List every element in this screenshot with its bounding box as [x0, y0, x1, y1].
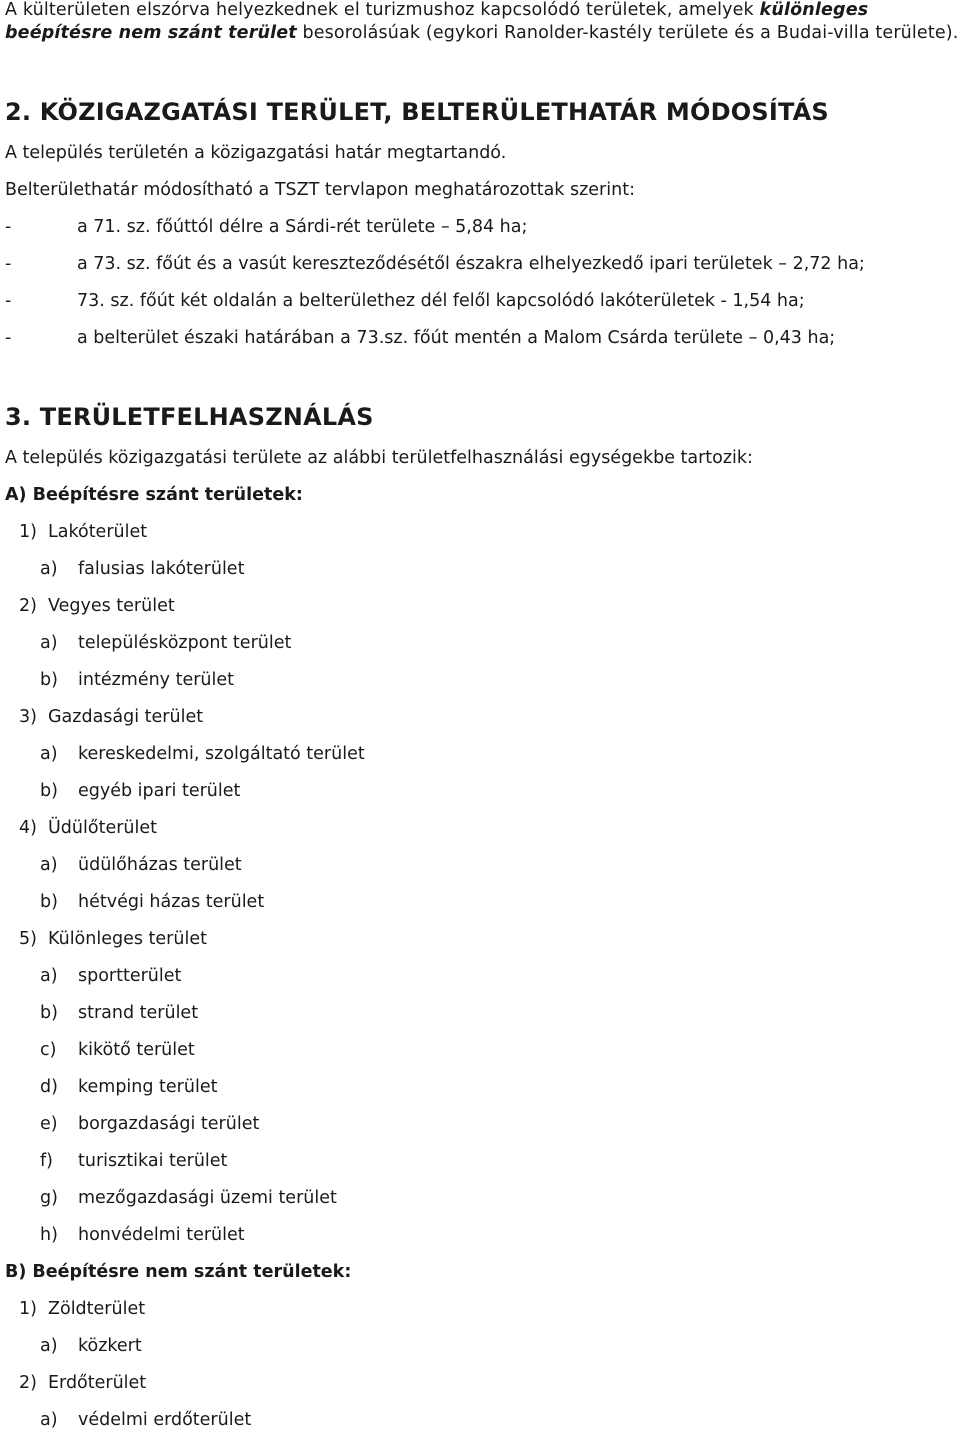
letter-marker: a) [40, 744, 58, 764]
subcategory-text: kikötő terület [78, 1040, 195, 1060]
subcategory-text: turisztikai terület [78, 1151, 228, 1171]
list-item-text: a 71. sz. főúttól délre a Sárdi-rét területe – 5,84 ha; [77, 217, 528, 237]
letter-marker: a) [40, 1336, 58, 1356]
list-item-text: 73. sz. főút két oldalán a belterülethez dél felől kapcsolódó lakóterületek - 1,54 ha; [77, 291, 805, 311]
number-marker: 1) [19, 522, 37, 542]
subcategory-text: hétvégi házas terület [78, 892, 265, 912]
subcategory-item [40, 1079, 217, 1097]
subcategory-text: üdülőházas terület [78, 855, 242, 875]
intro-line-2 [5, 25, 958, 43]
subcategory-text: borgazdasági terület [78, 1114, 260, 1134]
list-item-text: a belterület északi határában a 73.sz. főút mentén a Malom Csárda területe – 0,43 ha; [77, 328, 836, 348]
number-marker: 1) [19, 1299, 37, 1319]
list-item-text: a 73. sz. főút és a vasút kereszteződésétől északra elhelyezkedő ipari területek – 2,72 ha; [77, 254, 865, 274]
subcategory-item [40, 1153, 227, 1171]
category-item [19, 1301, 145, 1319]
list-item [5, 330, 835, 348]
subcategory-item [40, 857, 242, 875]
letter-marker: a) [40, 855, 58, 875]
dash-marker: - [5, 291, 12, 311]
subcategory-text: falusias lakóterület [78, 559, 245, 579]
letter-marker: e) [40, 1114, 58, 1134]
category-text: Lakóterület [48, 522, 148, 542]
category-text: Különleges terület [48, 929, 207, 949]
section-heading: 2. KÖZIGAZGATÁSI TERÜLET, BELTERÜLETHATÁR MÓDOSÍTÁS [5, 98, 829, 126]
category-text: Üdülőterület [48, 818, 157, 838]
intro-line-1 [5, 2, 868, 20]
subcategory-text: védelmi erdőterület [78, 1410, 252, 1430]
letter-marker: b) [40, 781, 58, 801]
number-marker: 3) [19, 707, 37, 727]
subcategory-text: kereskedelmi, szolgáltató terület [78, 744, 365, 764]
intro-text: besorolásúak (egykori Ranolder-kastély területe és a Budai-villa területe). [296, 23, 959, 43]
category-item [19, 820, 157, 838]
subcategory-item [40, 746, 365, 764]
letter-marker: b) [40, 892, 58, 912]
subcategory-text: intézmény terület [78, 670, 234, 690]
list-item [5, 293, 805, 311]
letter-marker: a) [40, 559, 58, 579]
dash-marker: - [5, 328, 12, 348]
subcategory-item [40, 1190, 337, 1208]
subcategory-text: egyéb ipari terület [78, 781, 241, 801]
letter-marker: a) [40, 966, 58, 986]
subcategory-item [40, 1042, 195, 1060]
subcategory-item [40, 1412, 251, 1430]
intro-text: A külterületen elszórva helyezkednek el turizmushoz kapcsolódó területek, amelyek [5, 0, 760, 20]
subcategory-item [40, 783, 240, 801]
number-marker: 2) [19, 596, 37, 616]
letter-marker: g) [40, 1188, 58, 1208]
letter-marker: d) [40, 1077, 58, 1097]
subcategory-item [40, 1005, 198, 1023]
dash-marker: - [5, 217, 12, 237]
category-item [19, 931, 207, 949]
letter-marker: c) [40, 1040, 57, 1060]
dash-marker: - [5, 254, 12, 274]
subcategory-item [40, 1338, 142, 1356]
list-item [5, 219, 527, 237]
category-item [19, 598, 175, 616]
subcategory-item [40, 894, 264, 912]
intro-emphasis: különleges [759, 0, 869, 20]
subcategory-text: sportterület [78, 966, 182, 986]
subcategory-text: kemping terület [78, 1077, 218, 1097]
category-text: Gazdasági terület [48, 707, 204, 727]
subcategory-item [40, 1116, 259, 1134]
paragraph: A település közigazgatási területe az alábbi területfelhasználási egységekbe tartozik: [5, 448, 753, 468]
category-item [19, 1375, 146, 1393]
subcategory-text: strand terület [78, 1003, 199, 1023]
paragraph: Belterülethatár módosítható a TSZT tervlapon meghatározottak szerint: [5, 180, 635, 200]
category-text: Vegyes terület [48, 596, 175, 616]
category-text: Erdőterület [48, 1373, 147, 1393]
number-marker: 4) [19, 818, 37, 838]
letter-marker: b) [40, 1003, 58, 1023]
section-heading: 3. TERÜLETFELHASZNÁLÁS [5, 403, 374, 431]
subcategory-text: településközpont terület [78, 633, 292, 653]
letter-marker: f) [40, 1151, 53, 1171]
number-marker: 5) [19, 929, 37, 949]
subcategory-item [40, 968, 181, 986]
group-heading: B) Beépítésre nem szánt területek: [5, 1262, 352, 1282]
letter-marker: a) [40, 633, 58, 653]
letter-marker: h) [40, 1225, 58, 1245]
letter-marker: b) [40, 670, 58, 690]
category-item [19, 709, 203, 727]
subcategory-item [40, 672, 234, 690]
group-heading: A) Beépítésre szánt területek: [5, 485, 303, 505]
subcategory-text: honvédelmi terület [78, 1225, 245, 1245]
list-item [5, 256, 865, 274]
letter-marker: a) [40, 1410, 58, 1430]
subcategory-text: közkert [78, 1336, 142, 1356]
intro-emphasis: beépítésre nem szánt terület [5, 23, 297, 43]
subcategory-item [40, 635, 291, 653]
subcategory-item [40, 1227, 245, 1245]
number-marker: 2) [19, 1373, 37, 1393]
subcategory-text: mezőgazdasági üzemi terület [78, 1188, 337, 1208]
subcategory-item [40, 561, 244, 579]
category-item [19, 524, 147, 542]
category-text: Zöldterület [48, 1299, 146, 1319]
paragraph: A település területén a közigazgatási határ megtartandó. [5, 143, 507, 163]
